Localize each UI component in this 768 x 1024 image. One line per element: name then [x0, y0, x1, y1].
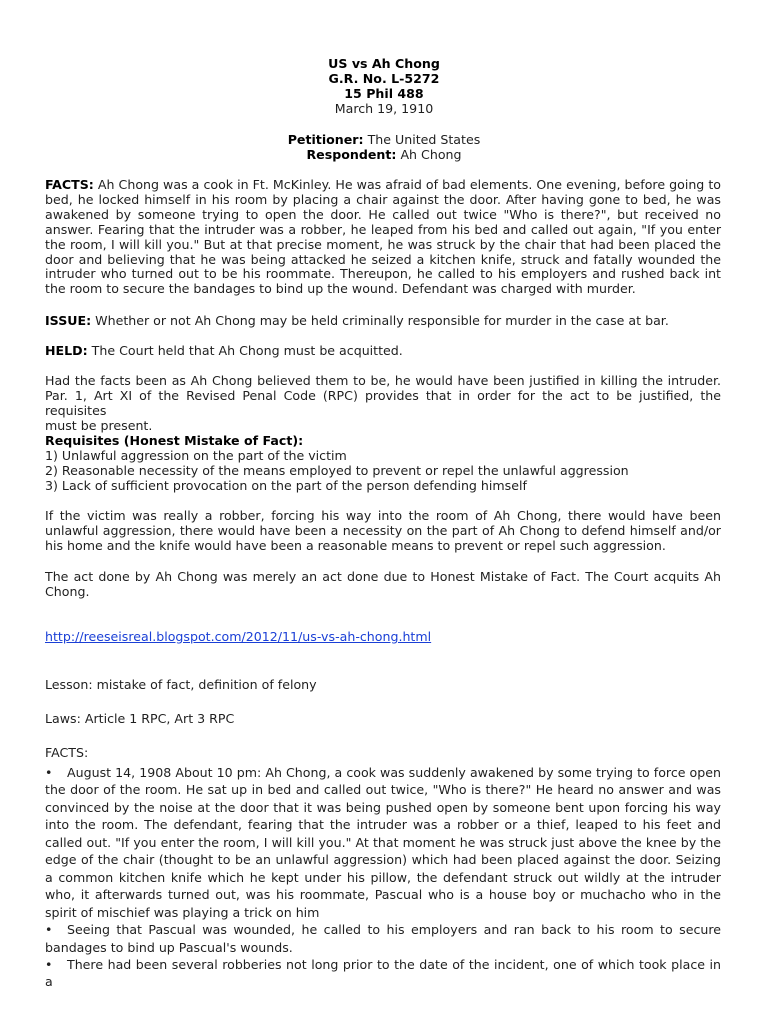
facts-paragraph: FACTS: Ah Chong was a cook in Ft. McKinley. He was afraid of bad elements. One evening, before going to bed, he locked himself in his room by placing a chair against the door. After having gone to bed, he was awakened by someone trying to open the door. He called out twice "Who is there?", but received no answer. Fearing that the intruder was a robber, he leaped from his bed and called out again, "If you enter the room, I will kill you." But at that precise moment, he was struck by the chair that had been placed the door and believing that he was being attacked he seized a kitchen knife, struck and fatally wounded the intruder who turned out to be his roommate. Thereupon, he called to his employers and rushed back int the room to secure the bandages to bind up the wound. Defendant was charged with murder.: [45, 177, 721, 297]
case-citation: 15 Phil 488: [344, 86, 424, 101]
case-title: US vs Ah Chong: [328, 56, 440, 71]
issue-paragraph: ISSUE: Whether or not Ah Chong may be held criminally responsible for murder in the case at bar.: [45, 313, 669, 328]
bullet-icon: •: [45, 765, 53, 780]
list-item: • Seeing that Pascual was wounded, he called to his employers and ran back to his room to secure bandages to bind up Pascual's wounds.: [45, 922, 721, 955]
requisite-item: 3) Lack of sufficient provocation on the part of the person defending himself: [45, 477, 527, 493]
lesson-line: Lesson: mistake of fact, definition of felony: [45, 677, 317, 692]
robber-paragraph: If the victim was really a robber, forcing his way into the room of Ah Chong, there would have been unlawful aggression, there would have been a necessity on the part of Ah Chong to defend himself and/or his home and the knife would have been a reasonable means to prevent or repel such aggression.: [45, 508, 721, 553]
bullet-icon: •: [45, 956, 53, 972]
bullet-icon: •: [45, 922, 53, 938]
petitioner-line: Petitioner: The United States: [287, 132, 481, 147]
source-link[interactable]: http://reeseisreal.blogspot.com/2012/11/us-vs-ah-chong.html: [45, 629, 432, 644]
case-gr-number: G.R. No. L-5272: [328, 71, 440, 86]
facts2-list: [45, 764, 721, 991]
respondent-line: Respondent: Ah Chong: [306, 147, 462, 162]
requisite-item: 1) Unlawful aggression on the part of the victim: [45, 447, 347, 463]
requisites-block: [45, 434, 629, 494]
laws-line: Laws: Article 1 RPC, Art 3 RPC: [45, 711, 235, 726]
requisites-heading: Requisites (Honest Mistake of Fact):: [45, 433, 304, 448]
held-paragraph: HELD: The Court held that Ah Chong must be acquitted.: [45, 343, 403, 358]
issue-label: ISSUE:: [45, 313, 92, 328]
case-date: March 19, 1910: [334, 101, 434, 116]
facts2-heading: FACTS:: [45, 745, 89, 760]
conclusion-paragraph: The act done by Ah Chong was merely an act done due to Honest Mistake of Fact. The Court acquits Ah Chong.: [45, 569, 721, 599]
held-label: HELD:: [45, 343, 88, 358]
list-item: • August 14, 1908 About 10 pm: Ah Chong, a cook was suddenly awakened by some trying to force open the door of the room. He sat up in bed and called out twice, "Who is there?" He heard no answer and was convinced by the noise at the door that it was being pushed open by someone bent upon forcing his way into the room. The defendant, fearing that the intruder was a robber or a thief, leaped to his feet and called out. "If you enter the room, I will kill you." At that moment he was struck just above the knee by the edge of the chair (thought to be an unlawful aggression) which had been placed against the door. Seizing a common kitchen knife which he kept under his pillow, the defendant struck out wildly at the intruder who, it afterwards turned out, was his roommate, Pascual who is a house boy or muchacho who in the spirit of mischief was playing a trick on him: [45, 765, 721, 920]
requisite-item: 2) Reasonable necessity of the means employed to prevent or repel the unlawful aggression: [45, 462, 629, 478]
justification-paragraph: Had the facts been as Ah Chong believed them to be, he would have been justified in killing the intruder. Par. 1, Art XI of the Revised Penal Code (RPC) provides that in order for the act to be justified, the requisites must be present.: [45, 373, 721, 433]
facts-label: FACTS:: [45, 177, 94, 192]
list-item: • There had been several robberies not long prior to the date of the incident, one of which took place in a: [45, 956, 721, 990]
